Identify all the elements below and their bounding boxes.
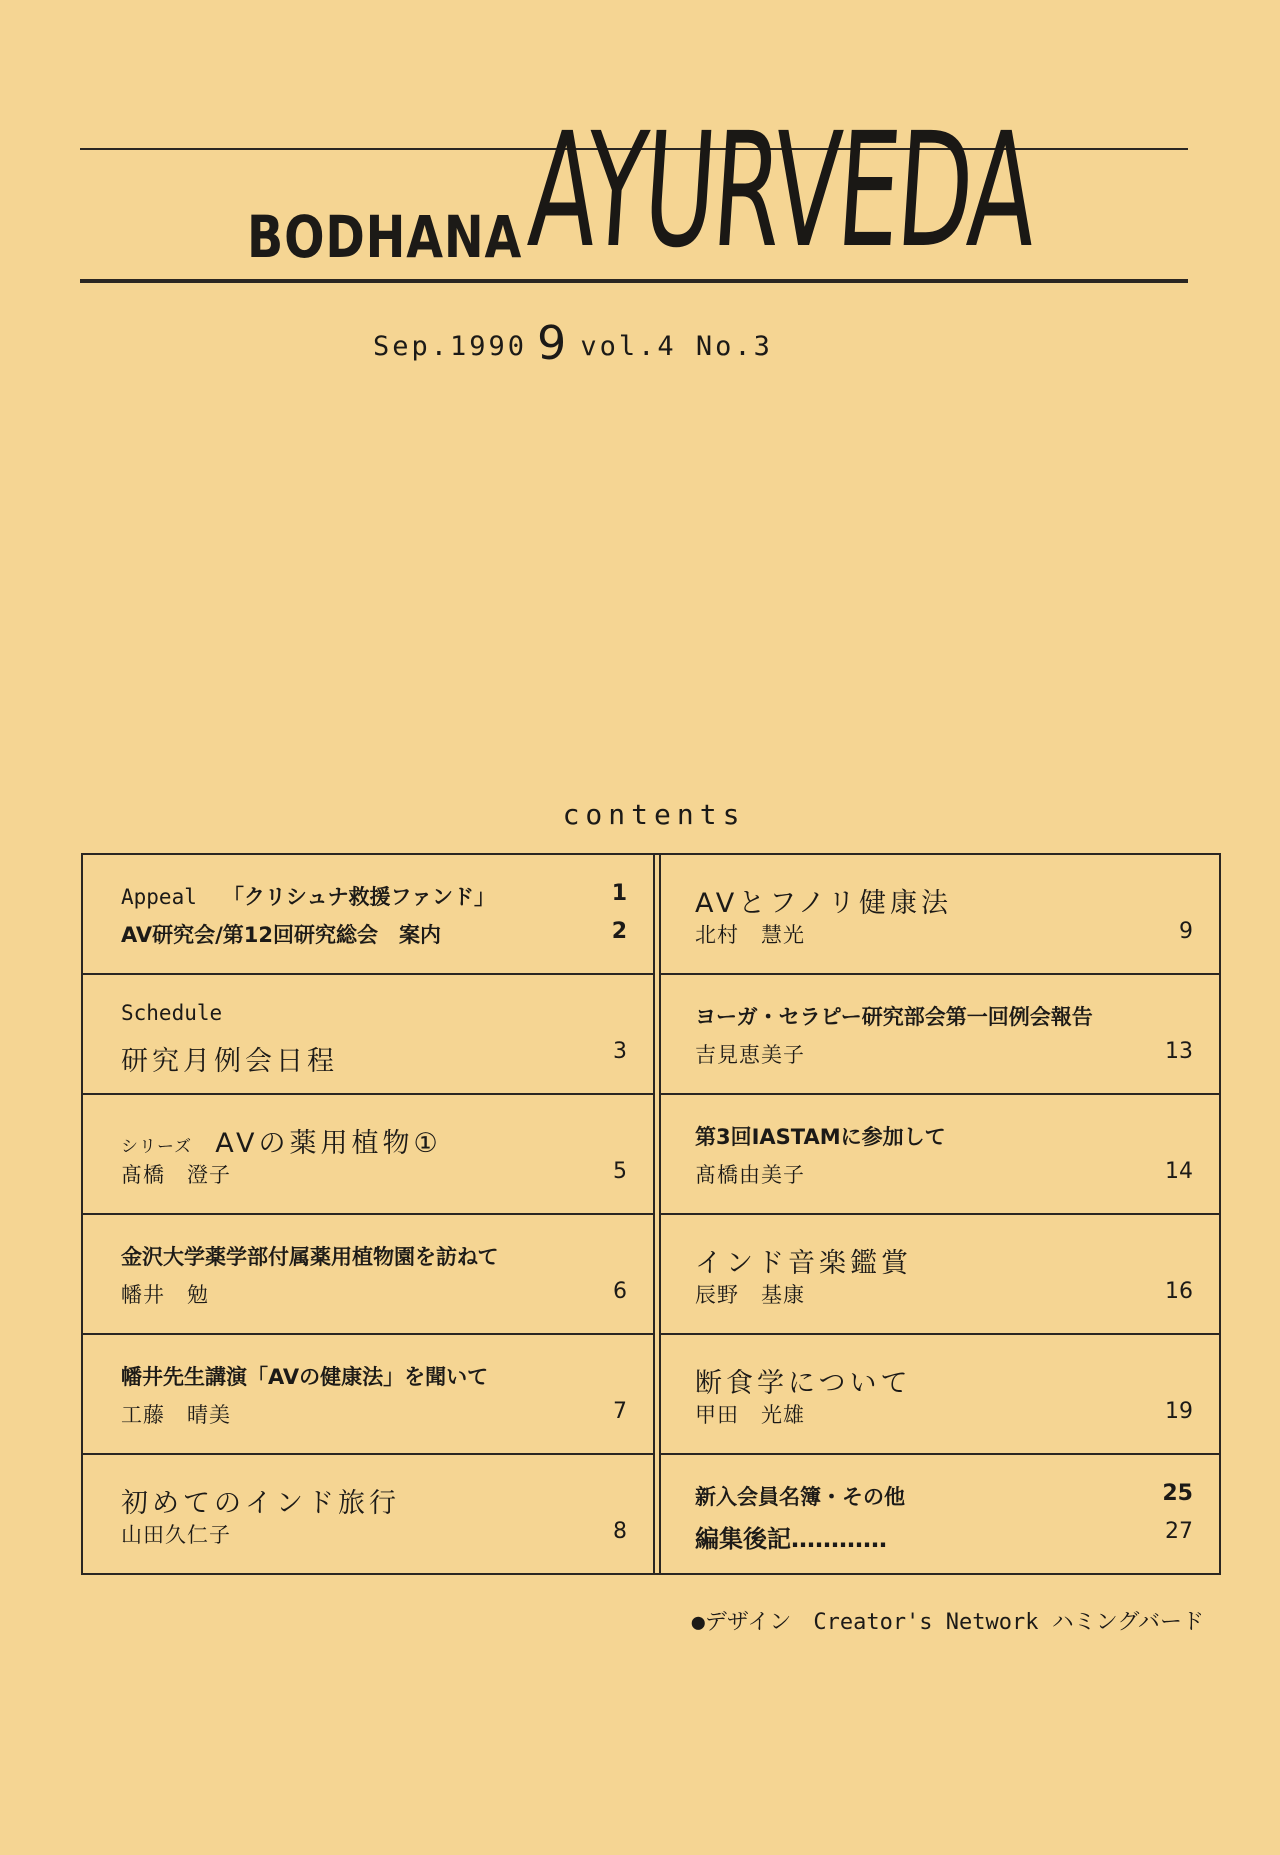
- toc-entry-page: 9: [1179, 919, 1193, 944]
- toc-right-column: [659, 855, 1219, 1573]
- toc-entry[interactable]: [659, 1455, 1219, 1573]
- toc-entry-page: 5: [613, 1159, 627, 1184]
- toc-entry-label: シリーズ: [121, 1137, 193, 1157]
- issue-date: Sep.1990: [373, 331, 528, 362]
- toc-entry-title: 「クリシュナ救援ファンド」: [222, 885, 496, 909]
- toc-entry-author: 吉見恵美子: [695, 1043, 805, 1067]
- toc-entry-author: 甲田 光雄: [695, 1403, 805, 1427]
- toc-entry-author: 辰野 基康: [695, 1283, 805, 1307]
- toc-entry-title: 幡井先生講演「AVの健康法」を聞いて: [121, 1365, 489, 1389]
- toc-entry-label: Appeal: [121, 885, 197, 909]
- toc-entry[interactable]: [83, 1455, 653, 1573]
- contents-heading: contents: [562, 798, 746, 831]
- toc-entry-title: AVとフノリ健康法: [695, 888, 952, 919]
- toc-entry[interactable]: [83, 855, 653, 975]
- toc-entry-page: 8: [613, 1519, 627, 1544]
- toc-entry-author: 髙橋由美子: [695, 1163, 805, 1187]
- toc-entry-author: 幡井 勉: [121, 1283, 209, 1307]
- toc-entry-page: 25: [1162, 1481, 1193, 1506]
- toc-entry[interactable]: [659, 1095, 1219, 1215]
- toc-entry-label: Schedule: [121, 1001, 223, 1025]
- toc-entry-author: 髙橋 澄子: [121, 1163, 231, 1187]
- toc-entry[interactable]: [83, 1215, 653, 1335]
- toc-entry-page: 13: [1165, 1039, 1193, 1064]
- toc-entry-title: AV研究会/第12回研究総会 案内: [121, 923, 441, 947]
- toc-entry-page: 7: [613, 1399, 627, 1424]
- toc-entry[interactable]: [659, 1215, 1219, 1335]
- toc-entry-title: 金沢大学薬学部付属薬用植物園を訪ねて: [121, 1245, 499, 1269]
- brand-small: BODHANA: [247, 203, 523, 271]
- toc-entry-title: 断食学について: [695, 1368, 912, 1399]
- toc-entry[interactable]: [659, 975, 1219, 1095]
- toc-entry[interactable]: [659, 1335, 1219, 1455]
- toc-entry-page: 19: [1165, 1399, 1193, 1424]
- toc-entry-title: インド音楽鑑賞: [695, 1248, 912, 1279]
- toc-entry-title: ヨーガ・セラピー研究部会第一回例会報告: [695, 1005, 1093, 1029]
- toc-entry[interactable]: [83, 975, 653, 1095]
- toc-entry-page: 2: [611, 919, 627, 944]
- toc-entry-page: 3: [613, 1039, 627, 1064]
- toc-entry-page: 27: [1165, 1519, 1193, 1544]
- toc-entry-author: 北村 慧光: [695, 923, 805, 947]
- issue-volume: vol.4 No.3: [580, 331, 773, 362]
- toc-entry-title: 新入会員名簿・その他: [695, 1485, 905, 1509]
- toc-entry-title: AVの薬用植物①: [215, 1128, 442, 1159]
- issue-number: 9: [537, 316, 567, 370]
- toc-left-column: [83, 855, 653, 1573]
- toc-entry[interactable]: [83, 1335, 653, 1455]
- issue-line: [373, 312, 933, 370]
- brand-logo: AYURVEDA: [523, 99, 1040, 283]
- masthead-bottom-rule: [80, 279, 1188, 283]
- toc-entry-title: 初めてのインド旅行: [121, 1488, 400, 1519]
- table-of-contents: [81, 853, 1221, 1575]
- toc-entry[interactable]: [659, 855, 1219, 975]
- toc-entry-author: 山田久仁子: [121, 1523, 231, 1547]
- toc-entry-title: 研究月例会日程: [121, 1046, 338, 1077]
- toc-entry-page: 14: [1165, 1159, 1193, 1184]
- toc-entry-page: 16: [1165, 1279, 1193, 1304]
- toc-entry-page: 6: [613, 1279, 627, 1304]
- toc-entry-author: 工藤 晴美: [121, 1403, 231, 1427]
- toc-entry-title: 編集後記…………: [695, 1525, 887, 1553]
- design-credit: ●デザイン Creator's Network ハミングバード: [691, 1610, 1204, 1635]
- toc-entry[interactable]: [83, 1095, 653, 1215]
- toc-entry-title: 第3回IASTAMに参加して: [695, 1125, 946, 1149]
- toc-entry-page: 1: [611, 881, 627, 906]
